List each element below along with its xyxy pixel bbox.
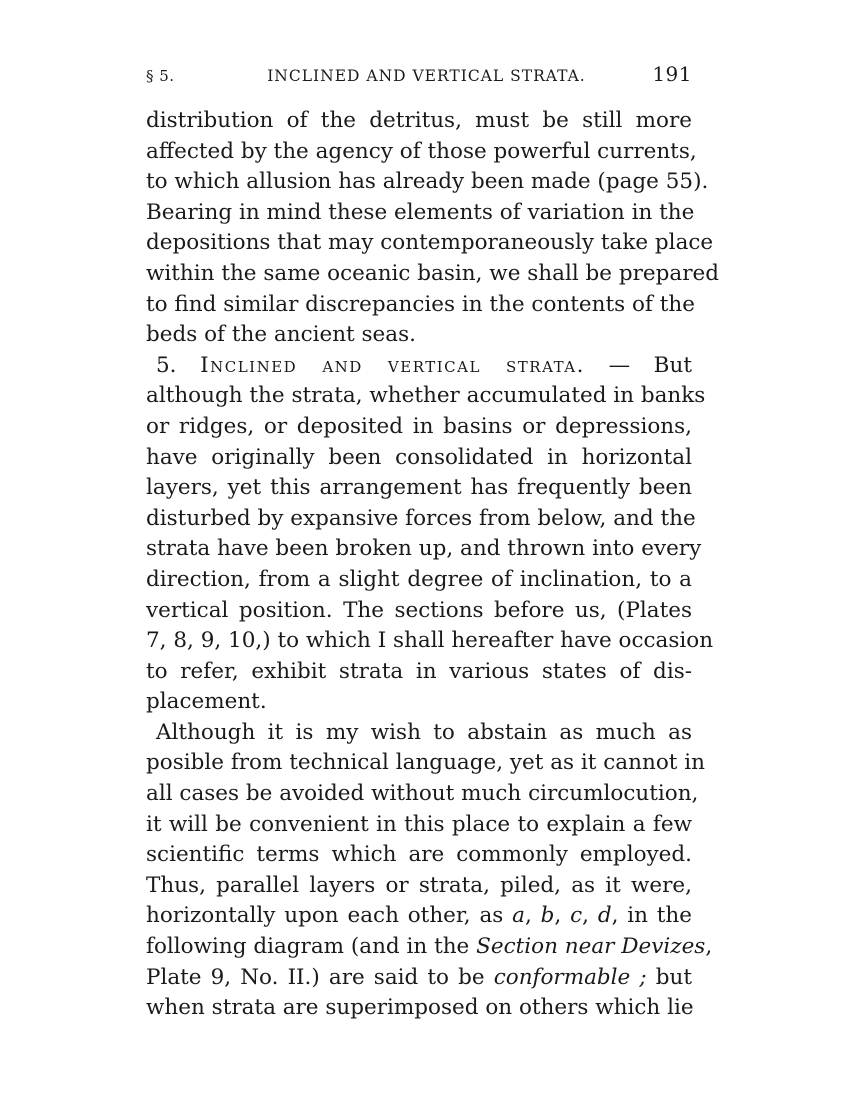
text-fragment: , xyxy=(554,903,571,929)
text-line: depositions that may contemporaneously take place xyxy=(146,230,714,256)
text-line: layers, yet this arrangement has frequently been xyxy=(146,475,692,501)
italic-reference: Section near Devizes xyxy=(476,934,706,960)
text-fragment: following diagram (and in the xyxy=(146,934,477,960)
italic-letter: c xyxy=(570,903,583,929)
text-fragment: , in the xyxy=(611,903,693,929)
text-line: posible from technical language, yet as it cannot in xyxy=(146,750,705,776)
text-line: when strata are superimposed on others which lie xyxy=(146,995,694,1021)
text-line: distribution of the detritus, must be still more xyxy=(146,108,692,133)
section-heading-line xyxy=(146,351,692,382)
italic-letter: b xyxy=(540,903,555,929)
text-line xyxy=(146,932,713,963)
text-line: strata have been broken up, and thrown into every xyxy=(146,536,702,562)
chapter-title: INCLINED AND VERTICAL STRATA. xyxy=(267,67,586,85)
text-line: all cases be avoided without much circumlocution, xyxy=(146,781,699,807)
italic-letter: a xyxy=(512,903,525,929)
book-page xyxy=(146,62,719,1024)
text-fragment: — But xyxy=(608,352,692,378)
text-fragment: , xyxy=(582,903,598,929)
text-line: disturbed by expansive forces from below, and the xyxy=(146,505,696,531)
italic-term: conformable ; xyxy=(493,964,647,990)
text-line: have originally been consolidated in horizontal xyxy=(146,444,692,470)
text-line: to which allusion has already been made (page 55). xyxy=(146,169,709,195)
text-fragment: Plate 9, No. II.) are said to be xyxy=(146,964,494,990)
text-line: or ridges, or deposited in basins or depressions, xyxy=(146,413,692,439)
text-line: it will be convenient in this place to explain a few xyxy=(146,811,692,837)
text-fragment: but xyxy=(646,964,692,990)
text-fragment: , xyxy=(524,903,541,929)
paragraph-inclined-strata xyxy=(146,351,714,718)
italic-letter: d xyxy=(597,903,612,929)
paragraph-distribution xyxy=(146,106,719,351)
text-line: scientific terms which are commonly employed. xyxy=(146,842,692,868)
text-line xyxy=(146,963,692,994)
section-number: 5. xyxy=(156,352,177,378)
text-line: Although it is my wish to abstain as much as xyxy=(156,719,692,745)
text-line: Bearing in mind these elements of variation in the xyxy=(146,199,695,225)
text-line: beds of the ancient seas. xyxy=(146,322,416,348)
text-line: although the strata, whether accumulated in banks xyxy=(146,383,706,409)
paragraph-technical-terms xyxy=(146,718,713,1024)
text-line: 7, 8, 9, 10,) to which I shall hereafter have occasion xyxy=(146,628,714,654)
text-fragment: horizontally upon each other, as xyxy=(146,903,513,929)
text-line xyxy=(146,901,692,932)
text-fragment: , xyxy=(705,934,713,960)
text-line: Thus, parallel layers or strata, piled, as it were, xyxy=(146,872,692,898)
text-line: affected by the agency of those powerful currents, xyxy=(146,138,697,164)
section-marker: § 5. xyxy=(146,67,175,85)
page-number: 191 xyxy=(652,62,692,86)
text-line: within the same oceanic basin, we shall be prepared xyxy=(146,260,719,286)
text-line: to refer, exhibit strata in various states of dis- xyxy=(146,658,692,684)
text-line: vertical position. The sections before us, (Plates xyxy=(146,597,692,623)
text-line: to find similar discrepancies in the contents of the xyxy=(146,291,695,317)
section-heading: Inclined and vertical strata. xyxy=(200,352,585,378)
text-line: direction, from a slight degree of inclination, to a xyxy=(146,566,692,592)
body-text xyxy=(146,106,719,1024)
text-line: placement. xyxy=(146,689,267,715)
running-head xyxy=(146,62,692,92)
